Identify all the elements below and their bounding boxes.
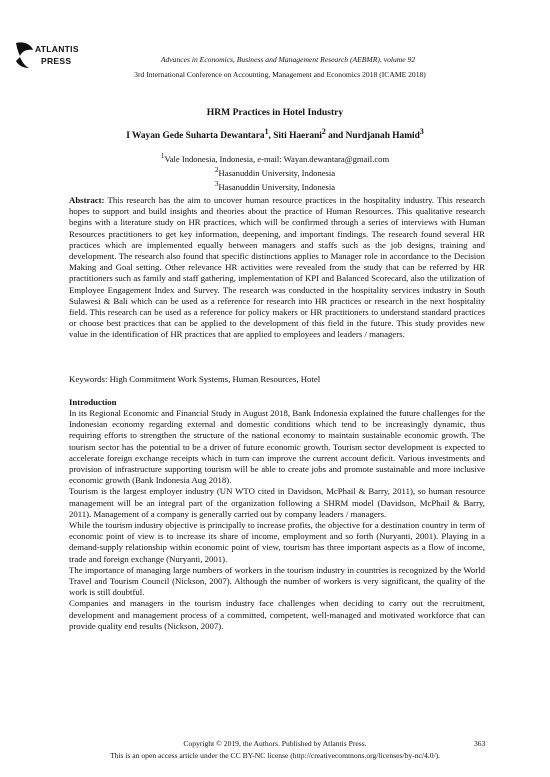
- publisher-logo: [13, 40, 83, 80]
- abstract: [69, 195, 485, 341]
- author-name: I Wayan Gede Suharta Dewantara: [126, 131, 265, 142]
- paper-title: HRM Practices in Hotel Industry: [206, 107, 344, 118]
- abstract-label: Abstract:: [69, 195, 105, 205]
- author-affil-mark: 1: [264, 127, 269, 136]
- journal-title: Advances in Economics, Business and Management Research (AEBMR), volume 92: [160, 55, 416, 64]
- page-number: 363: [474, 739, 486, 748]
- conference-name: 3rd International Conference on Accounting, Management and Economics 2018 (ICAME 2018): [134, 70, 426, 79]
- affiliation-line: $^2$Hasanuddin University, Indonesia: [214, 166, 336, 178]
- author-affil-mark: 3: [419, 127, 424, 136]
- paragraph: The importance of managing large numbers of workers in the tourism industry in countries is recognized by the World Travel and Tourism Council (Nickson, 2007). Although the number of workers is very significant, the quality of the work is still doubtful.: [69, 564, 485, 598]
- keywords: Keywords: High Commitment Work Systems, Human Resources, Hotel: [69, 374, 321, 384]
- affiliation-line: $^1$Vale Indonesia, Indonesia, e-mail: Wayan.dewantara@gmail.com: [160, 152, 390, 164]
- introduction-body: [69, 408, 485, 632]
- affiliations: [0, 151, 550, 193]
- affiliation-line: $^3$Hasanuddin University, Indonesia: [214, 180, 336, 192]
- license-notice: This is an open access article under the CC BY-NC license (http://creativecommons.org/licenses/by-nc/4.0/).: [109, 751, 441, 760]
- author-separator: ,: [268, 131, 274, 142]
- author-affil-mark: 2: [321, 127, 326, 136]
- paragraph: Tourism is the largest employer industry (UN WTO cited in Davidson, McPhail & Barry, 2011), so human resource management will be an integral part of the organization following a SHRM model (Davidson, McPhail & Barry, 2011). Management of a company is generally carried out by company leaders / managers.: [69, 486, 485, 519]
- paragraph: While the tourism industry objective is principally to increase profits, the objective for a destination country in term of economic point of view is to increase its share of income, employment and so forth (Nuryanti, 2001). Playing in a demand-supply relationship within economic point of view, tourism has three important aspects as a flow of income, trade and foreign exchange (Nuryanti, 2001).: [69, 520, 485, 564]
- paragraph: Companies and managers in the tourism industry face challenges when deciding to carry out the recruitment, development and management process of a committed, competent, well-managed and motivated workforce that can provide quality end results (Nickson, 2007).: [69, 598, 485, 631]
- author-name: Nurdjanah Hamid: [345, 131, 420, 142]
- abstract-text: This research has the aim to uncover human resource practices in the hospitality industry. This research hopes to support and build insights and theories about the practice of Human Resources. This qualitative research begins with a literature study on HR practices, which will be confirmed through a series of interviews with Human Resources practitioners to get key information, deepening, and important findings. The research found several HR practices which are implemented equally between managers and staffs such as the job designs, training and development. The research also found that specific distinctions applies to Manager role in accordance to the Decision Making and Goal setting. Other relevance HR activities were revealed from the study that can be referred by HR practitioners such as family and staff gathering, implementation of KPI and Balanced Scorecard, also the utilization of Employee Engagement Index and Survey. The research was conducted in the hospitality services industry in South Sulawesi & Bali which can be used as a reference for research into HR practices or research in the next hospitality field. This research can be used as a reference for policy makers or HR practitioners to understand standard practices or choose best practices that can be applied to the development of this field in the future. This study provides new value in the identification of HR practices that are applied to employees and leaders / managers.: [69, 195, 485, 340]
- logo-text-press: PRESS: [41, 56, 72, 66]
- logo-text-atlantis: ATLANTIS: [35, 44, 79, 54]
- section-heading-introduction: Introduction: [69, 397, 117, 407]
- author-separator: and: [325, 131, 346, 142]
- copyright-notice: Copyright © 2019, the Authors. Published by Atlantis Press.: [183, 739, 367, 748]
- paragraph: In its Regional Economic and Financial Study in August 2018, Bank Indonesia explained the future challenges for the Indonesian economy regarding external and domestic conditions which tend to be increasingly dynamic, thus requiring efforts to strengthen the structure of the national economy to maintain sustainable economic growth. The tourism sector has the potential to be a driver of future economic growth. Tourism sector development is expected to accelerate foreign exchange receipts which in turn can improve the current account deficit. Various investments and provision of infrastructure supporting tourism will be able to create jobs and promote sustainable and more inclusive economic growth (Bank Indonesia Aug 2018).: [69, 408, 485, 486]
- author-list: [0, 127, 550, 141]
- author-name: Siti Haerani: [273, 131, 322, 142]
